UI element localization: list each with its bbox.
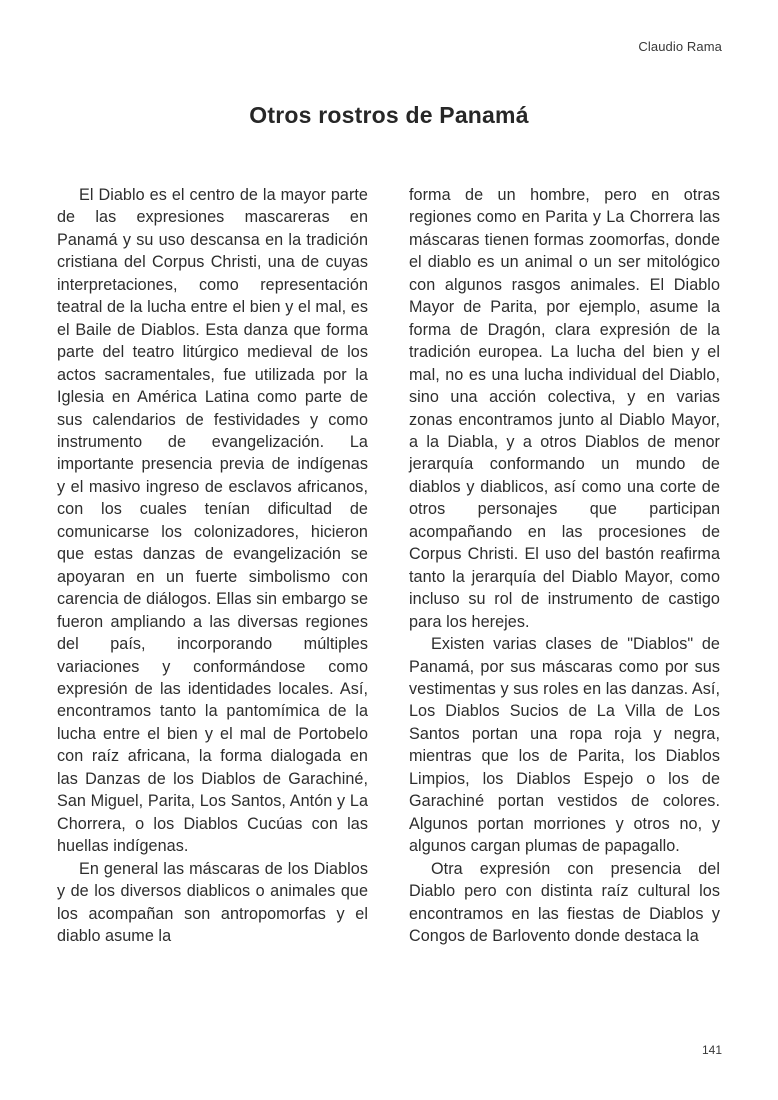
paragraph-diablo-centro: El Diablo es el centro de la mayor parte de las expresiones mascareras en Panamá y su uso descansa en la tradición cristiana del Corpus Christi, una de cuyas interpretaciones, como representación teatral de la lucha entre el bien y el mal, es el Baile de Diablos. Esta danza que forma parte del teatro litúrgico medieval de los actos sacramentales, fue utilizada por la Iglesia en América Latina como parte de sus calendarios de festividades y como instrumento de evangelización. La importante presencia previa de indígenas y el masivo ingreso de esclavos africanos, con los cuales tenían dificultad de comunicarse los colonizadores, hicieron que estas danzas de evangelización se apoyaran en un fuerte simbolismo con carencia de diálogos. Ellas sin embargo se fueron ampliando a las diversas regiones del país, incorporando múltiples variaciones y conformándose como expresión de las identidades locales. Así, encontramos tanto la pantomímica de la lucha entre el bien y el mal de Portobelo con raíz africana, la forma dialogada en las Danzas de los Diablos de Garachiné, San Miguel, Parita, Los Santos, Antón y La Chorrera, o los Diablos Cucúas con las huellas indígenas.	[57, 186, 368, 856]
page-number: 141	[701, 1043, 722, 1057]
body-text	[57, 184, 720, 947]
running-header-author: Claudio Rama	[638, 39, 722, 54]
page-title: Otros rostros de Panamá	[249, 102, 529, 128]
paragraph-mascaras-continuation: forma de un hombre, pero en otras regiones como en Parita y La Chorrera las máscaras tienen formas zoomorfas, donde el diablo es un animal o un ser mitológico con algunos rasgos animales. El Diablo Mayor de Parita, por ejemplo, asume la forma de Dragón, clara expresión de la tradición europea. La lucha del bien y el mal, no es una lucha individual del Diablo, sino una acción colectiva, y en varias zonas encontramos junto al Diablo Mayor, a la Diabla, y a otros Diablos de menor jerarquía conformando un mundo de diablos y diablicos, así como una corte de otros personajes que participan acompañando en las procesiones de Corpus Christi. El uso del bastón reafirma tanto la jerarquía del Diablo Mayor, como incluso su rol de instrumento de castigo para los herejes.	[409, 186, 720, 631]
paragraph-otra-expresion: Otra expresión con presencia del Diablo pero con distinta raíz cultural los encontramos en las fiestas de Diablos y Congos de Barlovento donde destaca la	[409, 859, 720, 945]
paragraph-clases-de-diablos: Existen varias clases de "Diablos" de Panamá, por sus máscaras como por sus vestimentas y sus roles en las danzas. Así, Los Diablos Sucios de La Villa de Los Santos portan una ropa roja y negra, mientras que los de Parita, los Diablos Limpios, los Diablos Espejo o los de Garachiné portan vestidos de colores. Algunos portan morriones y otros no, y algunos cargan plumas de papagallo.	[409, 635, 720, 856]
right-column	[409, 184, 720, 947]
paragraph-mascaras-start: En general las máscaras de los Diablos y de los diversos diablicos o animales que los acompañan son antropomorfas y el diablo asume la	[57, 859, 368, 945]
left-column	[57, 184, 368, 947]
